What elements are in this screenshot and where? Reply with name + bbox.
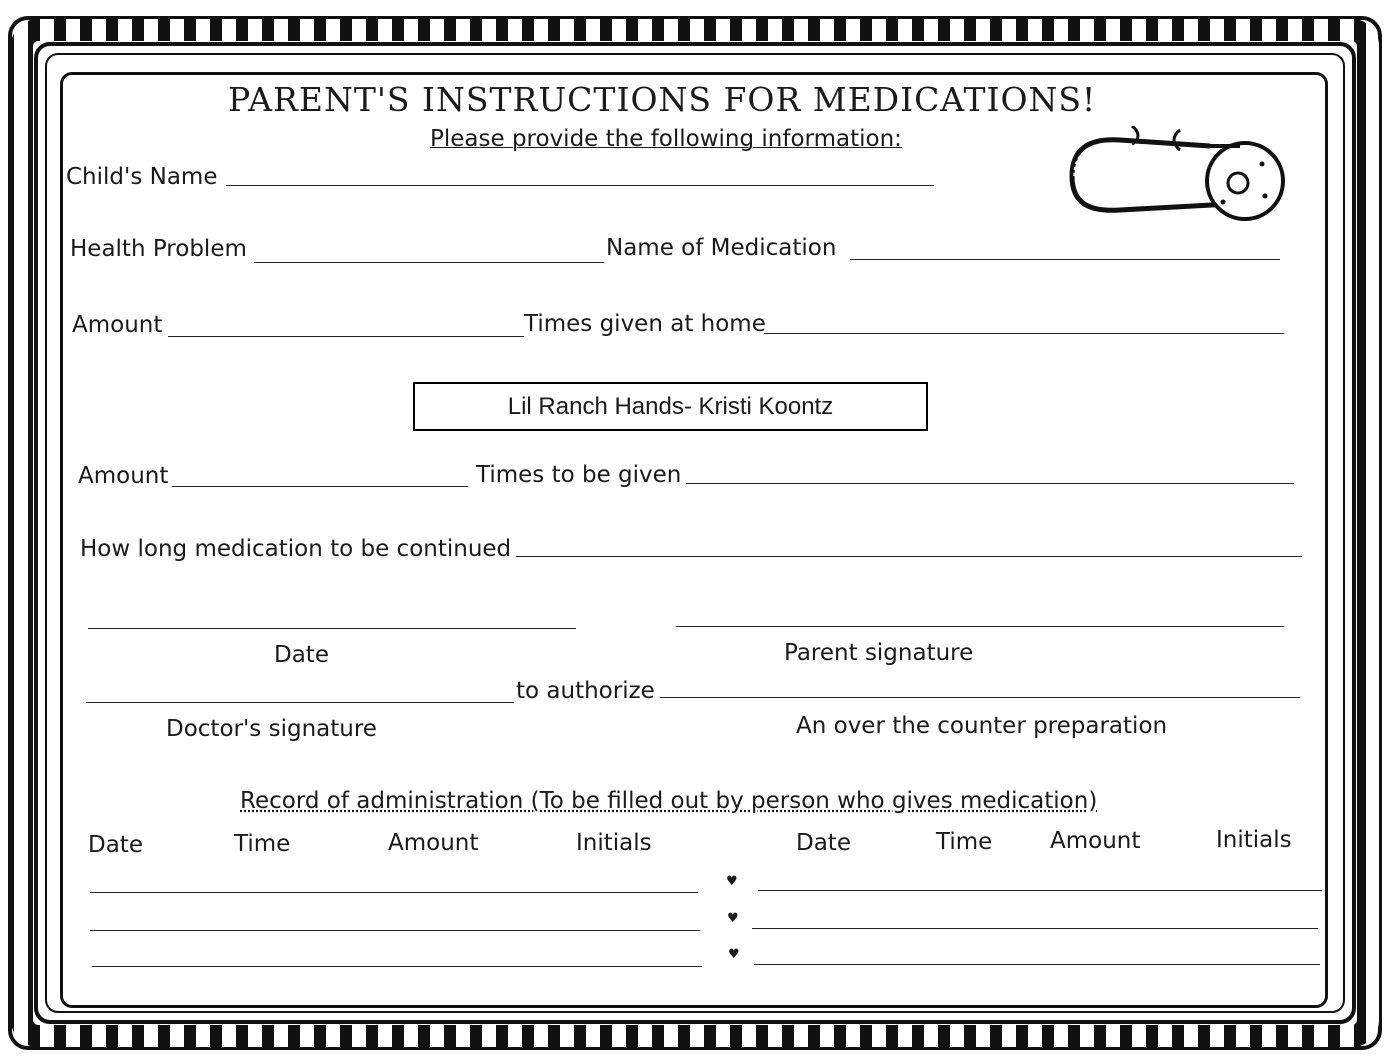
otc-label: An over the counter preparation: [796, 713, 1168, 739]
record-row-right-3[interactable]: [754, 964, 1320, 965]
col-amount-1: Amount: [388, 830, 479, 856]
authorize-line[interactable]: [660, 697, 1300, 698]
amount-home-label: Amount: [72, 312, 163, 338]
record-title: Record of administration (To be filled out by person who gives medication): [240, 788, 1098, 814]
medication-name-line[interactable]: [850, 259, 1280, 260]
times-to-give-label: Times to be given: [476, 462, 682, 488]
amount-home-line[interactable]: [168, 336, 524, 337]
form-subtitle: Please provide the following information:: [430, 126, 902, 152]
record-row-left-1[interactable]: [90, 892, 698, 893]
record-row-left-2[interactable]: [90, 930, 700, 931]
col-amount-2: Amount: [1050, 828, 1141, 854]
date-label: Date: [274, 642, 329, 668]
col-initials-1: Initials: [576, 830, 652, 856]
times-home-line[interactable]: [764, 333, 1284, 334]
doctor-signature-line[interactable]: [86, 702, 514, 703]
times-home-label: Times given at home: [524, 311, 766, 337]
record-row-left-3[interactable]: [92, 966, 702, 967]
childs-name-line[interactable]: [226, 185, 934, 186]
col-time-2: Time: [936, 829, 993, 855]
heart-icon: ♥: [726, 874, 738, 889]
health-problem-label: Health Problem: [70, 236, 247, 262]
amount-given-label: Amount: [78, 463, 169, 489]
parent-signature-line[interactable]: [676, 626, 1284, 627]
doctor-signature-label: Doctor's signature: [166, 716, 377, 742]
heart-icon: ♥: [727, 911, 739, 926]
record-row-right-2[interactable]: [752, 928, 1318, 929]
parent-signature-label: Parent signature: [784, 640, 974, 666]
medication-name-label: Name of Medication: [606, 235, 837, 261]
amount-given-line[interactable]: [172, 486, 468, 487]
childs-name-label: Child's Name: [66, 164, 218, 190]
provider-stamp: Lil Ranch Hands- Kristi Koontz: [413, 382, 928, 431]
col-initials-2: Initials: [1216, 827, 1292, 853]
col-time-1: Time: [234, 831, 291, 857]
health-problem-line[interactable]: [254, 262, 604, 263]
safety-pin-icon: [1060, 126, 1300, 226]
to-authorize-label: to authorize: [516, 678, 655, 704]
how-long-line[interactable]: [516, 556, 1302, 557]
form-title: PARENT'S INSTRUCTIONS FOR MEDICATIONS!: [228, 80, 1097, 119]
times-to-give-line[interactable]: [686, 483, 1294, 484]
record-row-right-1[interactable]: [758, 890, 1322, 891]
how-long-label: How long medication to be continued: [80, 536, 512, 562]
date-line[interactable]: [88, 628, 576, 629]
heart-icon: ♥: [728, 947, 740, 962]
col-date-1: Date: [88, 832, 143, 858]
col-date-2: Date: [796, 830, 851, 856]
